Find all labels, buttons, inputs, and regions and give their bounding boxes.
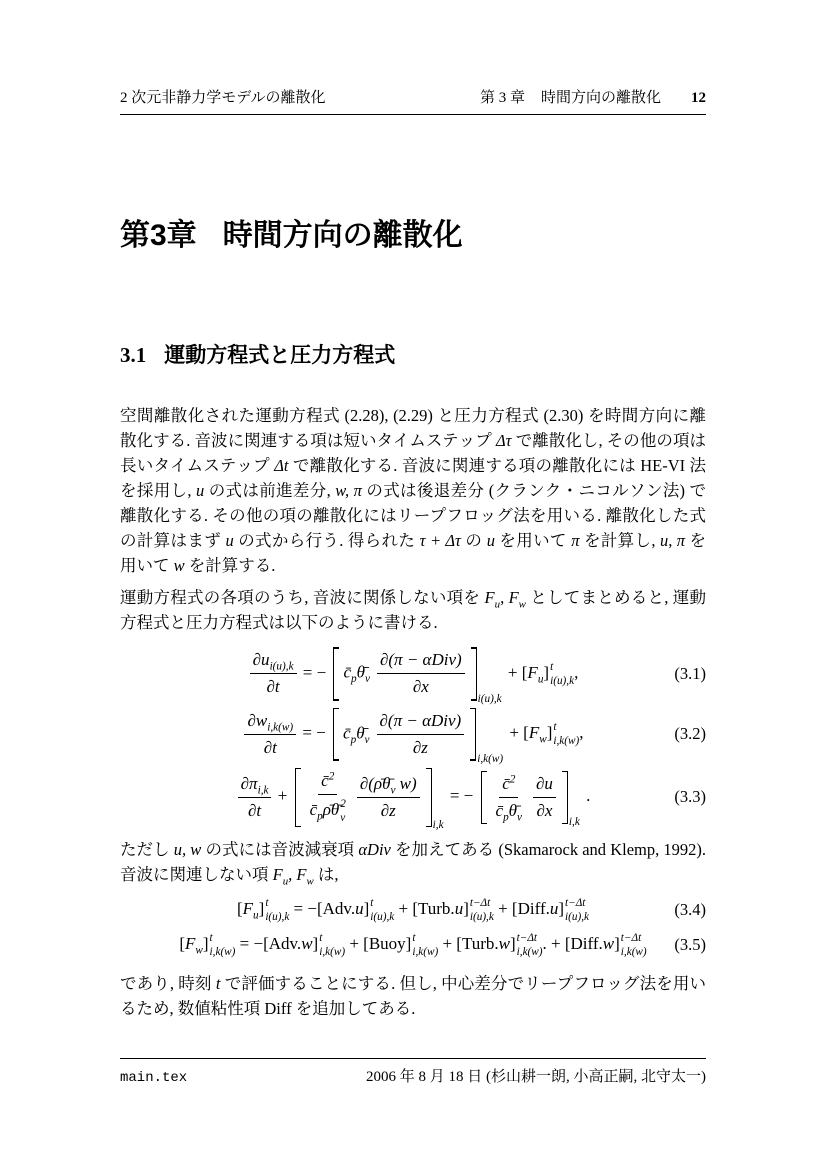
inline-math: t [215, 973, 221, 993]
math-token: u [549, 898, 559, 918]
math-token: ] [546, 723, 553, 743]
subscript: i,k(w) [412, 945, 439, 958]
math-token: ] [463, 898, 469, 918]
math-token [621, 931, 647, 959]
equation-3-5 [120, 931, 706, 959]
bracket-subscript: i,k(w) [477, 753, 504, 766]
inline-math: F [272, 864, 283, 884]
inline-math: u [195, 481, 205, 501]
section-number: 3.1 [120, 343, 147, 367]
math-token: , [579, 723, 584, 743]
equation-3-4-body [120, 896, 706, 924]
running-head-chapter-title: 時間方向の離散化 [540, 90, 661, 106]
math-token: c̄ [343, 662, 352, 682]
math-row [493, 798, 526, 822]
math-row [339, 708, 470, 761]
page-header [120, 86, 706, 115]
math-token: ] [312, 933, 319, 953]
math-row [261, 735, 280, 759]
math-token: Diff. [570, 933, 603, 953]
running-head-left: 2 次元非静力学モデルの離散化 [120, 90, 326, 106]
superscript: t [370, 896, 374, 909]
math-token: u [355, 898, 364, 918]
math-token: p [503, 811, 509, 824]
math-row [499, 773, 518, 798]
math-token: [ [179, 933, 185, 953]
math-token [377, 649, 465, 698]
math-token: i,k(w) [267, 720, 294, 733]
math-token: c̄ [495, 800, 504, 820]
bracket-left [333, 647, 339, 700]
math-token: . [581, 786, 591, 806]
equation-3-1-body [120, 647, 706, 705]
bracket-left [333, 708, 339, 761]
math-row [301, 768, 426, 827]
math-token: ∂z [380, 800, 396, 820]
inline-math: w [306, 875, 314, 888]
math-token [553, 720, 579, 748]
math-token: ] [363, 898, 370, 918]
math-token [565, 896, 589, 924]
math-token: u [253, 909, 259, 922]
inline-math: w, π [335, 481, 362, 501]
math-token: F [528, 723, 540, 743]
math-row [339, 647, 470, 700]
superscript: t−Δt [516, 931, 538, 944]
inline-math: Δτ [495, 431, 512, 451]
math-token: ∂t [266, 677, 280, 697]
math-token: θ̄ [508, 800, 518, 820]
math-token: ] [543, 662, 550, 682]
math-token: = − [445, 786, 478, 806]
math-token: ∂z [412, 737, 428, 757]
footer-date-authors: 2006 年 8 月 18 日 (杉山耕一朗, 小高正嗣, 北守太一) [366, 1069, 706, 1085]
subscript: i(u),k [565, 910, 590, 923]
subscript: i(u),k [370, 910, 395, 923]
math-row [238, 773, 272, 798]
math-token: c̄ [309, 799, 318, 819]
math-token: ρ̄θ̄ [322, 799, 340, 819]
math-token: ] [405, 933, 412, 953]
math-token: ] [202, 933, 209, 953]
inline-math: w [518, 598, 526, 611]
superscript: t [265, 896, 269, 909]
equation-3-4 [120, 896, 706, 924]
inline-math: π [571, 531, 580, 551]
math-token [340, 797, 346, 825]
math-token: w [602, 933, 615, 953]
math-token [517, 931, 543, 959]
equation-3-5-body [120, 931, 706, 959]
paragraph-evaluation-note: であり, 時刻 t で評価することにする. 但し, 中心差分でリープフロッグ法を用いるため, 数値粘性項 Diff を追加してある. [120, 973, 706, 1018]
equation-3-1 [120, 647, 706, 705]
math-token [265, 896, 289, 924]
math-token: u [537, 673, 544, 686]
subscript: i,k(w) [620, 945, 647, 958]
math-row [248, 650, 579, 705]
subscript: i(u),k [469, 910, 494, 923]
math-token: 2 [509, 773, 516, 786]
math-token: + [505, 723, 524, 743]
math-token: [ [521, 662, 528, 682]
math-token: i(u),k [269, 660, 294, 673]
math-token: ∂π [240, 773, 258, 793]
bracket-right [470, 708, 476, 761]
equation-3-3 [120, 768, 706, 832]
math-token: Turb. [461, 933, 499, 953]
running-head-right [480, 86, 706, 107]
math-token: ] [258, 898, 265, 918]
subscript: i,k(w) [319, 945, 346, 958]
math-token [210, 931, 236, 959]
equation-3-3-body [120, 768, 706, 832]
math-row [250, 649, 297, 674]
math-token: F [527, 662, 538, 682]
math-token: + [ [438, 933, 462, 953]
math-token: Diff. [517, 898, 550, 918]
math-row [533, 773, 556, 798]
superscript: t [209, 931, 213, 944]
math-token: w [498, 933, 510, 953]
chapter-title: 時間方向の離散化 [222, 219, 463, 252]
bracket-right [562, 771, 568, 824]
equation-group-momentum-pressure [120, 647, 706, 832]
math-token: = −[ [235, 933, 269, 953]
math-token: ∂x [536, 800, 553, 820]
math-token: ∂u [536, 773, 553, 793]
math-token: i,k [257, 784, 269, 797]
paragraph-damping-note: ただし u, w の式には音波減衰項 αDiv を加えてある (Skamarock and Klemp, 1992). 音波に関連しない項 $F_u$, $F_w$ は, [120, 839, 707, 888]
inline-math: Δt [274, 456, 289, 476]
math-row [245, 798, 264, 822]
math-token: = −[ [289, 898, 323, 918]
math-token [470, 896, 494, 924]
math-row [377, 710, 465, 735]
math-row [318, 770, 337, 795]
math-token: Buoy [368, 933, 406, 953]
math-token: ∂t [263, 737, 277, 757]
superscript: t−Δt [620, 931, 642, 944]
math-token [295, 768, 444, 832]
superscript: t−Δt [469, 896, 491, 909]
inline-math: , F [288, 864, 307, 884]
paragraph-discretization-overview: 空間離散化された運動方程式 (2.28), (2.29) と圧力方程式 (2.30) を時間方向に離散化する. 音波に関連する項は短いタイムステップ Δτ で離散化し, その他の項は長いタイムステップ Δt で離散化する. 音波に関連する項の離散化には HE-VI 法を採用し, u の式は前進差分, w, π の式は後退差分 (クランク・ニコルソン法) で離散化する. その他の項の離散化にはリープフロッグ法を用いる. 離散化した式の計算はまず u の式から行う. 得られた τ + Δτ の u を用いて π を計算し, u, π を用いて w を計算する. [120, 406, 707, 576]
inline-math: F [484, 588, 495, 608]
math-row [533, 798, 555, 822]
inline-math: u, π [659, 531, 686, 551]
math-row [264, 674, 283, 698]
math-token: = − [298, 662, 331, 682]
subscript: v [340, 811, 346, 824]
math-token: w [301, 933, 313, 953]
math-token: + [ [394, 898, 418, 918]
inline-math: u [486, 531, 495, 551]
math-token: Adv. [268, 933, 302, 953]
bracket-subscript: i,k [568, 816, 580, 829]
math-token: c̄ [321, 770, 329, 790]
math-token [377, 710, 465, 759]
math-token: ∂w [247, 710, 268, 730]
math-token [533, 773, 556, 822]
inline-math: u, w [173, 839, 202, 859]
math-token: ] [509, 933, 516, 953]
superscript: t−Δt [565, 896, 586, 909]
math-token: 2 [328, 770, 335, 783]
math-token: ∂x [412, 677, 429, 697]
subscript: i,k(w) [516, 945, 543, 958]
chapter-number: 第3章 [120, 219, 197, 252]
math-row [236, 896, 590, 923]
equation-3-2-body [120, 708, 706, 766]
equation-3-4-number: (3.4) [674, 899, 706, 919]
math-token: + [273, 786, 292, 806]
math-token [370, 896, 394, 924]
math-token: [ [236, 898, 243, 918]
inline-math: αDiv [358, 839, 391, 859]
equation-3-1-number: (3.1) [674, 663, 706, 683]
math-token: ∂(π − αDiv) [379, 650, 462, 670]
math-token: Adv. [322, 898, 356, 918]
math-token: [ [523, 723, 529, 743]
section-heading [120, 341, 706, 370]
math-token [493, 773, 526, 822]
inline-math: τ + Δτ [419, 531, 461, 551]
equation-3-3-number: (3.3) [674, 787, 706, 807]
math-token: p [350, 733, 357, 746]
math-token: w [195, 944, 203, 957]
paragraph-equation-intro: 運動方程式の各項のうち, 音波に関係しない項を $F_u$, $F_w$ としてまとめると, 運動方程式と圧力方程式は以下のように書ける. [120, 588, 707, 633]
math-token: v [365, 673, 370, 686]
chapter-heading [120, 215, 706, 257]
subscript: i(u),k [265, 910, 290, 923]
math-row [410, 674, 432, 698]
equation-3-5-number: (3.5) [674, 934, 706, 954]
math-token [333, 708, 504, 766]
math-token: ] [614, 933, 620, 953]
math-token: c̄ [502, 773, 510, 793]
math-token [412, 931, 438, 959]
footer-filename: main.tex [120, 1070, 188, 1086]
math-token: p [317, 810, 323, 823]
page-footer [120, 1058, 706, 1086]
math-token: + [ [493, 898, 518, 918]
math-token [244, 710, 296, 759]
math-token: , [574, 662, 579, 682]
math-row [377, 649, 465, 674]
math-row [357, 773, 420, 798]
math-row [242, 710, 584, 766]
math-token: F [242, 898, 254, 918]
math-row [487, 771, 562, 824]
inline-math: , F [500, 588, 519, 608]
math-token: v [364, 733, 370, 746]
math-token [333, 647, 502, 705]
equation-3-2 [120, 708, 706, 766]
subscript: i(u),k [550, 674, 575, 687]
math-token: w) [395, 773, 417, 793]
inline-math: u [494, 598, 501, 611]
inline-math: u [282, 875, 289, 888]
equation-3-2-number: (3.2) [674, 724, 706, 744]
math-token: u [454, 898, 464, 918]
math-token [307, 770, 349, 825]
math-token: + [503, 662, 522, 682]
math-token [250, 649, 297, 698]
math-token: + [ [345, 933, 369, 953]
math-token: w [539, 733, 547, 746]
running-head-chapter: 第 3 章 [479, 90, 525, 106]
subscript: i,k(w) [553, 735, 580, 748]
math-token: c̄ [343, 723, 351, 743]
inline-math: u [225, 531, 234, 551]
section-title: 運動方程式と圧力方程式 [164, 344, 396, 367]
math-row [179, 931, 647, 958]
subscript: i,k(w) [209, 945, 236, 958]
math-row [410, 735, 431, 759]
math-token: ∂t [248, 800, 262, 820]
math-token: ∂u [252, 650, 270, 670]
math-token: v [517, 811, 523, 824]
inline-math: w [173, 556, 185, 576]
math-token: ∂(ρ̄θ̄ [359, 773, 391, 793]
equation-group-forcing-terms [120, 896, 706, 959]
superscript: t [550, 660, 554, 673]
bracket-subscript: i(u),k [477, 692, 502, 705]
math-token: . + [ [542, 933, 571, 953]
superscript: t [319, 931, 323, 944]
superscript: t [553, 721, 557, 734]
math-token [481, 771, 580, 829]
math-token: ∂(π − αDiv) [379, 710, 462, 730]
bracket-left [481, 771, 487, 824]
math-row [307, 795, 349, 825]
math-token [357, 773, 420, 822]
bracket-subscript: i,k [432, 819, 444, 832]
math-token: v [390, 784, 396, 797]
math-token: θ̄ [356, 723, 365, 743]
math-token [319, 931, 345, 959]
math-token [550, 660, 574, 688]
bracket-left [295, 768, 301, 827]
math-token [238, 773, 272, 822]
superscript: t [412, 931, 416, 944]
math-token: θ̄ [356, 662, 365, 682]
page-number: 12 [691, 90, 706, 106]
math-token: p [351, 673, 357, 686]
superscript: 2 [340, 797, 346, 810]
math-row [244, 710, 296, 735]
math-token: Turb. [417, 898, 455, 918]
math-token: = − [298, 723, 331, 743]
math-token: F [185, 933, 196, 953]
math-row [378, 798, 399, 822]
bracket-right [471, 647, 477, 700]
bracket-right [426, 768, 432, 827]
math-token: ] [558, 898, 565, 918]
